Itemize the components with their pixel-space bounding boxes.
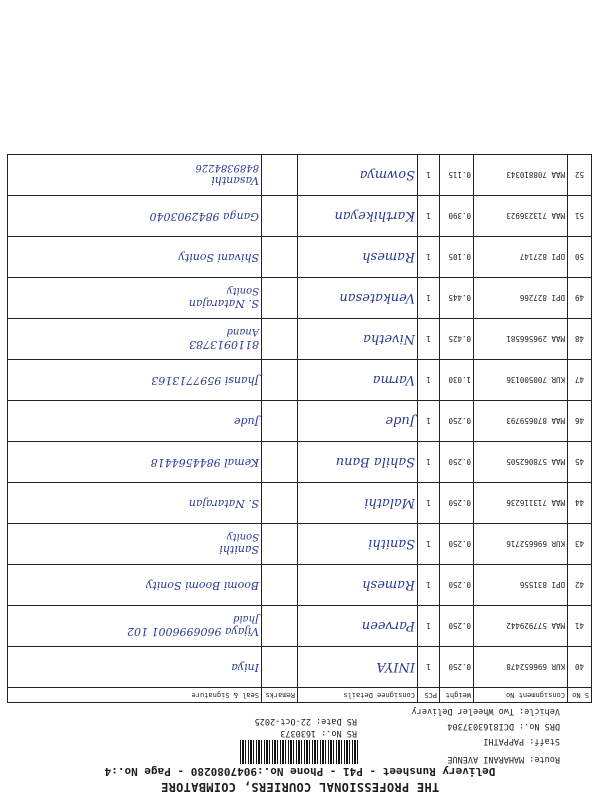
row-signature <box>8 524 262 565</box>
row-signature <box>8 196 262 237</box>
row-remarks <box>262 483 298 524</box>
row-consignee <box>298 483 418 524</box>
consignee-handwriting: Varma <box>372 372 415 388</box>
row-pcs: 1 <box>418 483 440 524</box>
consignee-handwriting: Parveen <box>361 618 415 634</box>
row-remarks <box>262 155 298 196</box>
row-weight: 0.250 <box>440 524 474 565</box>
signature-handwriting: Kemal 9844564418 <box>150 456 259 469</box>
row-pcs: 1 <box>418 196 440 237</box>
row-consignee <box>298 647 418 688</box>
consignee-handwriting: Nivetha <box>363 331 415 347</box>
signature-handwriting: Iniya <box>231 661 259 674</box>
row-consignee <box>298 360 418 401</box>
column-header-pcs: PCS <box>418 688 440 703</box>
table-row <box>8 524 592 565</box>
row-weight: 0.250 <box>440 483 474 524</box>
delivery-table <box>7 154 592 703</box>
signature-handwriting-line2: Sonity <box>226 531 259 543</box>
row-weight: 0.250 <box>440 565 474 606</box>
barcode-image <box>240 740 358 764</box>
row-sno: 43 <box>568 524 592 565</box>
consignee-handwriting: Malathi <box>364 495 415 511</box>
row-signature <box>8 155 262 196</box>
vehicle-label: Vehicle: Two Wheeler Delivery <box>411 706 560 716</box>
table-row <box>8 606 592 647</box>
row-remarks <box>262 196 298 237</box>
row-consignment-no: MAA 708810343 <box>474 155 568 196</box>
table-row <box>8 237 592 278</box>
row-consignment-no: MAA 870659793 <box>474 401 568 442</box>
row-consignment-no: KUR 696652478 <box>474 647 568 688</box>
row-consignee <box>298 319 418 360</box>
signature-handwriting-line2: 8489384226 <box>195 162 259 174</box>
table-row <box>8 196 592 237</box>
row-signature <box>8 401 262 442</box>
row-pcs: 1 <box>418 647 440 688</box>
row-consignee <box>298 237 418 278</box>
row-sno: 47 <box>568 360 592 401</box>
table-row <box>8 401 592 442</box>
signature-handwriting: Jude <box>233 415 259 428</box>
row-weight: 0.115 <box>440 155 474 196</box>
row-consignee <box>298 196 418 237</box>
row-weight: 0.250 <box>440 401 474 442</box>
signature-handwriting: Jhansi 9597713163 <box>151 374 259 387</box>
row-signature <box>8 278 262 319</box>
row-consignee <box>298 606 418 647</box>
row-sno: 42 <box>568 565 592 606</box>
row-consignee <box>298 155 418 196</box>
row-sno: 51 <box>568 196 592 237</box>
column-header-consignment: Consignment No <box>474 688 568 703</box>
row-consignment-no: KUR 700500136 <box>474 360 568 401</box>
table-row <box>8 483 592 524</box>
signature-handwriting: Vasanthi <box>211 174 259 188</box>
row-signature <box>8 360 262 401</box>
row-remarks <box>262 278 298 319</box>
consignee-handwriting: Venkatesan <box>339 290 415 306</box>
company-name: THE PROFESSIONAL COURIERS, COIMBATORE <box>160 780 440 794</box>
row-weight: 0.445 <box>440 278 474 319</box>
row-remarks <box>262 237 298 278</box>
row-consignee <box>298 442 418 483</box>
signature-handwriting-line2: Anand <box>226 326 259 338</box>
table-row <box>8 360 592 401</box>
signature-handwriting: Sanithi <box>219 543 259 557</box>
table-header-row <box>8 688 592 703</box>
row-remarks <box>262 606 298 647</box>
consignee-handwriting: Ramesh <box>362 577 415 593</box>
row-signature <box>8 647 262 688</box>
row-weight: 0.250 <box>440 442 474 483</box>
drs-number: DRS No.: DCI8163037304 <box>447 721 560 731</box>
signature-handwriting: Boomi Boomi Sonity <box>146 579 259 592</box>
row-pcs: 1 <box>418 442 440 483</box>
row-consignment-no: MAA 578062505 <box>474 442 568 483</box>
row-pcs: 1 <box>418 237 440 278</box>
table-row <box>8 442 592 483</box>
row-weight: 0.425 <box>440 319 474 360</box>
row-sno: 49 <box>568 278 592 319</box>
signature-handwriting: Ganga 9842903040 <box>149 210 259 223</box>
row-consignee <box>298 565 418 606</box>
consignee-handwriting: Sanithi <box>368 536 415 552</box>
row-signature <box>8 237 262 278</box>
row-pcs: 1 <box>418 565 440 606</box>
column-header-consignee: Consignee Details <box>298 688 418 703</box>
row-consignment-no: DPI 827266 <box>474 278 568 319</box>
signature-handwriting: S. Natarajan <box>188 297 259 311</box>
runsheet-title: Delivery Runsheet - P41 - Phone No.:9047080280 - Page No.:4 <box>104 765 496 778</box>
row-consignee <box>298 278 418 319</box>
consignee-handwriting: INIYA <box>376 659 415 675</box>
row-consignment-no: DPI 831556 <box>474 565 568 606</box>
row-signature <box>8 483 262 524</box>
row-weight: 0.250 <box>440 647 474 688</box>
row-remarks <box>262 647 298 688</box>
row-consignment-no: DPI 827147 <box>474 237 568 278</box>
row-pcs: 1 <box>418 606 440 647</box>
row-sno: 41 <box>568 606 592 647</box>
row-weight: 0.105 <box>440 237 474 278</box>
row-sno: 40 <box>568 647 592 688</box>
signature-handwriting-line2: Jhaid <box>232 613 259 625</box>
row-signature <box>8 606 262 647</box>
row-remarks <box>262 565 298 606</box>
signature-handwriting: Vijaya 9606996001 102 <box>127 625 259 639</box>
row-pcs: 1 <box>418 524 440 565</box>
row-weight: 0.250 <box>440 606 474 647</box>
row-signature <box>8 319 262 360</box>
consignee-handwriting: Sowmya <box>359 167 415 183</box>
row-pcs: 1 <box>418 401 440 442</box>
column-header-weight: Weight <box>440 688 474 703</box>
row-pcs: 1 <box>418 360 440 401</box>
row-consignment-no: MAA 713116236 <box>474 483 568 524</box>
row-sno: 46 <box>568 401 592 442</box>
consignee-handwriting: Ramesh <box>362 249 415 265</box>
row-pcs: 1 <box>418 155 440 196</box>
row-consignee <box>298 524 418 565</box>
signature-handwriting: Shivani Sonity <box>178 251 259 264</box>
rs-number: RS No.: 1630373 <box>280 728 357 738</box>
consignee-handwriting: Karthikeyan <box>334 208 415 224</box>
table-row <box>8 647 592 688</box>
signature-handwriting: S. Natarajan <box>188 497 259 510</box>
table-row <box>8 319 592 360</box>
row-remarks <box>262 319 298 360</box>
consignee-handwriting: Sahila Banu <box>335 454 415 470</box>
route-label: Route: MAHARANI AVENUE <box>447 754 560 764</box>
signature-handwriting-line2: Sonity <box>226 285 259 297</box>
column-header-sno: S No <box>568 688 592 703</box>
signature-handwriting: 8110913783 <box>189 338 259 352</box>
row-remarks <box>262 360 298 401</box>
row-weight: 1.030 <box>440 360 474 401</box>
row-sno: 48 <box>568 319 592 360</box>
row-consignee <box>298 401 418 442</box>
table-row <box>8 565 592 606</box>
table-row <box>8 155 592 196</box>
row-remarks <box>262 524 298 565</box>
row-sno: 44 <box>568 483 592 524</box>
staff-label: Staff: PAPPATHI <box>483 736 560 746</box>
rs-date: RS Date: 22-Oct-2025 <box>254 716 357 726</box>
row-sno: 45 <box>568 442 592 483</box>
row-consignment-no: KUR 696652716 <box>474 524 568 565</box>
row-consignment-no: MAA 713236923 <box>474 196 568 237</box>
row-sno: 52 <box>568 155 592 196</box>
column-header-remarks: Remarks <box>262 688 298 703</box>
row-signature <box>8 442 262 483</box>
row-remarks <box>262 442 298 483</box>
column-header-signature: Seal & Signature <box>8 688 262 703</box>
table-row <box>8 278 592 319</box>
row-remarks <box>262 401 298 442</box>
row-pcs: 1 <box>418 319 440 360</box>
row-weight: 0.390 <box>440 196 474 237</box>
row-signature <box>8 565 262 606</box>
row-consignment-no: MAA 577929442 <box>474 606 568 647</box>
row-sno: 50 <box>568 237 592 278</box>
consignee-handwriting: Jude <box>385 413 415 429</box>
row-consignment-no: MAA 296566581 <box>474 319 568 360</box>
row-pcs: 1 <box>418 278 440 319</box>
